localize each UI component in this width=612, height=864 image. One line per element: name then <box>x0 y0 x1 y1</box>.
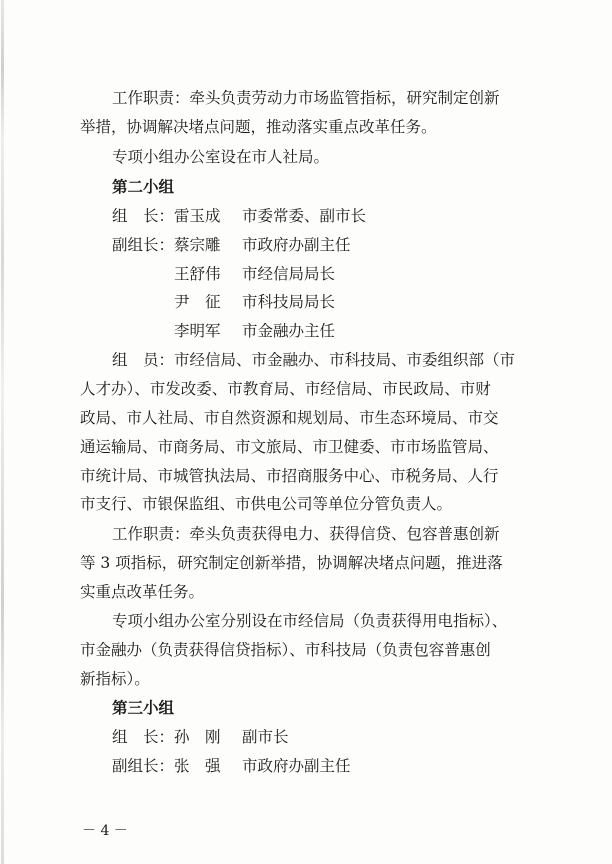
office-line: 专项小组办公室分别设在市经信局（负责获得用电指标）、 <box>112 612 508 630</box>
member-title: 市经信局局长 <box>242 265 336 283</box>
duties-line: 工作职责：牵头负责劳动力市场监管指标，研究制定创新 <box>112 89 500 107</box>
member-name: 孙 刚 <box>174 728 221 746</box>
scan-edge-artifact <box>1 0 4 864</box>
duties-line: 实重点改革任务。 <box>80 583 205 601</box>
member-name: 王舒伟 <box>174 265 221 283</box>
office-line: 新指标）。 <box>80 670 150 688</box>
member-name: 蔡宗雕 <box>174 236 221 254</box>
member-title: 市委常委、副市长 <box>242 207 367 225</box>
member-role: 组 长： <box>112 207 175 225</box>
member-name: 尹 征 <box>174 293 221 311</box>
member-title: 市科技局局长 <box>242 293 336 311</box>
member-name: 李明军 <box>174 322 221 340</box>
duties-line: 等 3 项指标，研究制定创新举措，协调解决堵点问题，推进落 <box>80 554 503 572</box>
page-number: － 4 － <box>82 823 128 839</box>
member-title: 副市长 <box>242 728 289 746</box>
members-line: 人才办）、市发改委、市教育局、市经信局、市民政局、市财 <box>80 380 491 398</box>
members-line: 市支行、市银保监组、市供电公司等单位分管负责人。 <box>80 495 453 513</box>
members-line: 政局、市人社局、市自然资源和规划局、市生态环境局、市交 <box>80 409 499 427</box>
office-line: 市金融办（负责获得信贷指标）、市科技局（负责包容普惠创 <box>80 641 491 659</box>
member-role: 副组长： <box>112 757 175 775</box>
member-role: 副组长： <box>112 236 175 254</box>
members-line: 组 员：市经信局、市金融办、市科技局、市委组织部（市 <box>112 351 516 369</box>
section-heading-group-3: 第三小组 <box>112 698 175 717</box>
members-line: 通运输局、市商务局、市文旅局、市卫健委、市市场监管局、 <box>80 438 499 456</box>
members-line: 市统计局、市城管执法局、市招商服务中心、市税务局、人行 <box>80 467 499 485</box>
office-line: 专项小组办公室设在市人社局。 <box>112 148 330 166</box>
section-heading-group-2: 第二小组 <box>112 177 175 196</box>
member-role: 组 长： <box>112 728 175 746</box>
member-title: 市金融办主任 <box>242 322 336 340</box>
member-name: 雷玉成 <box>174 207 221 225</box>
member-name: 张 强 <box>174 757 221 775</box>
member-title: 市政府办副主任 <box>242 757 351 775</box>
duties-line: 工作职责：牵头负责获得电力、获得信贷、包容普惠创新 <box>112 525 500 543</box>
duties-line: 举措，协调解决堵点问题，推动落实重点改革任务。 <box>80 118 437 136</box>
member-title: 市政府办副主任 <box>242 236 351 254</box>
